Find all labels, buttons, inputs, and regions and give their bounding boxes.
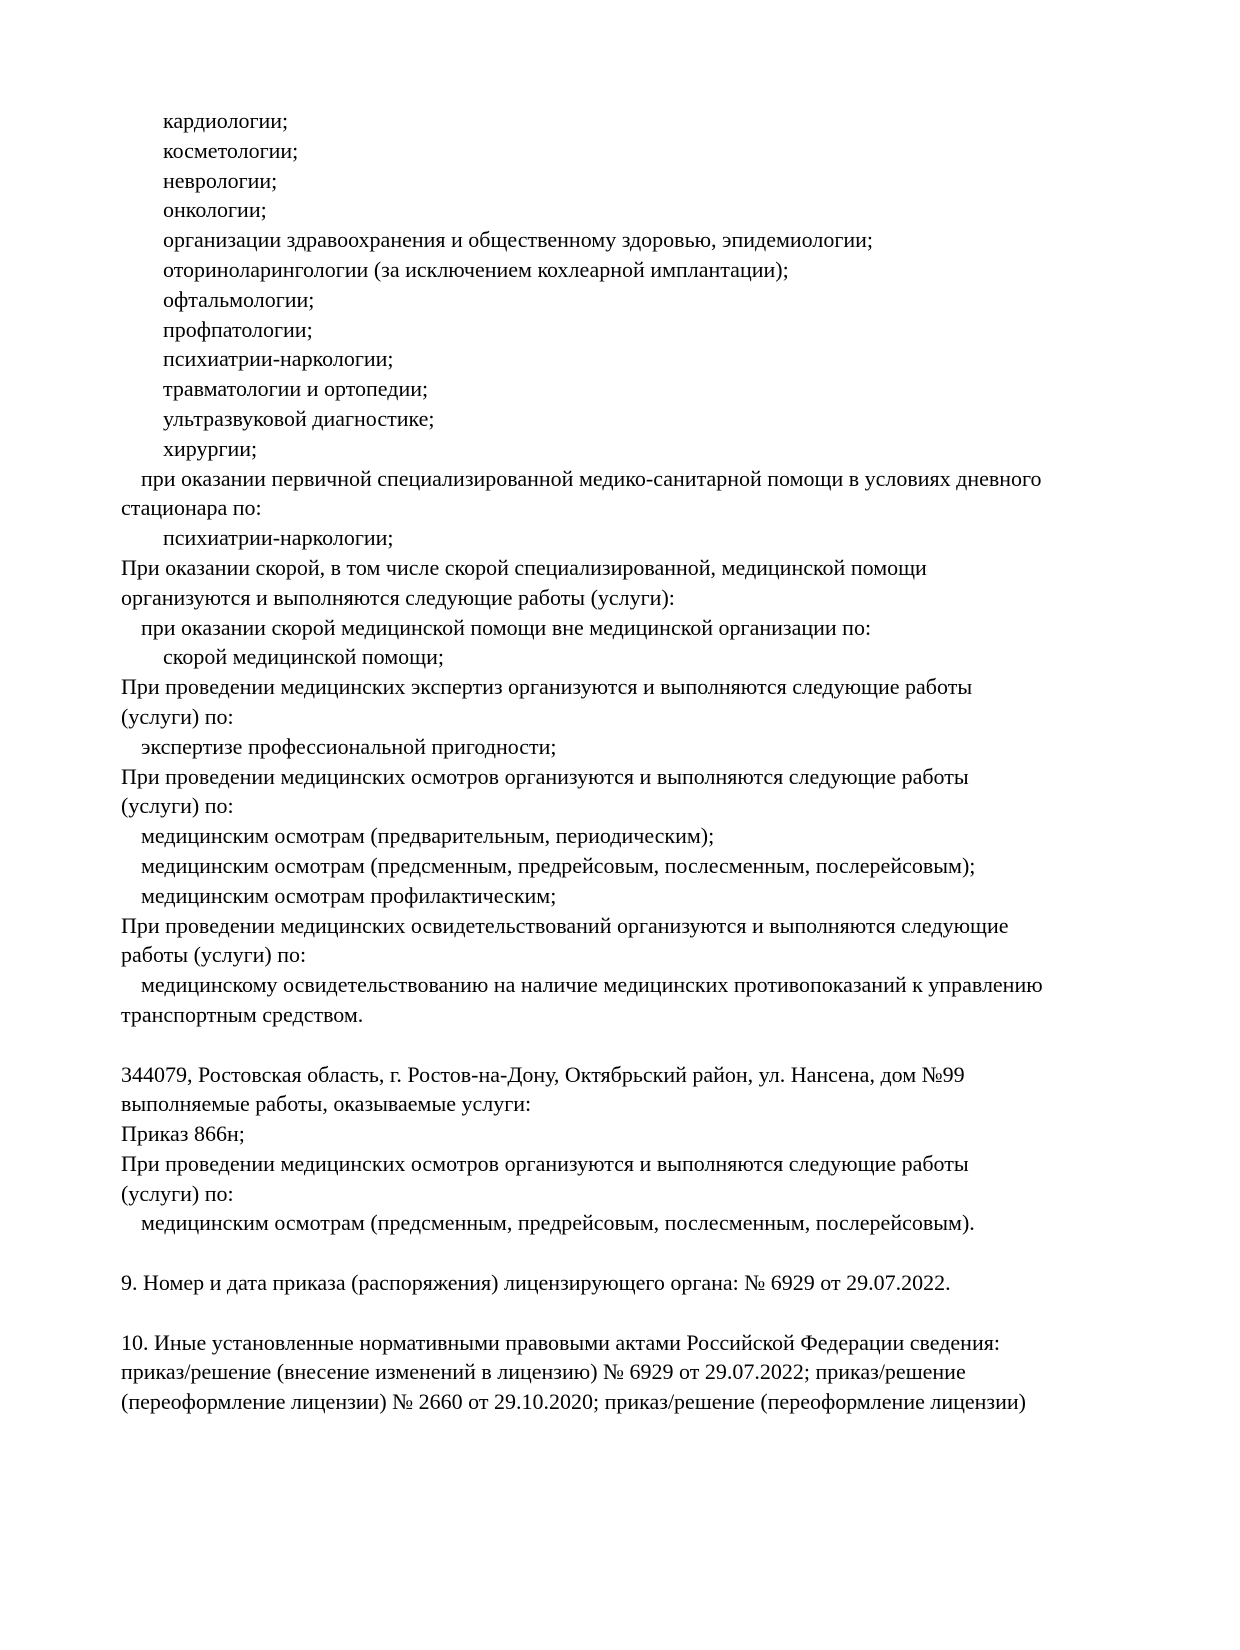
- text-line: транспортным средством.: [121, 1001, 364, 1027]
- text-line: оториноларингологии (за исключением кохлеарной имплантации);: [163, 256, 789, 282]
- text-line: хирургии;: [163, 435, 258, 461]
- text-line: (услуги) по:: [121, 1180, 234, 1206]
- text-line: профпатологии;: [163, 316, 313, 342]
- text-line: При проведении медицинских экспертиз организуются и выполняются следующие работы: [121, 674, 973, 700]
- text-line: медицинскому освидетельствованию на наличие медицинских противопоказаний к управлению: [141, 972, 1043, 998]
- text-line: При проведении медицинских осмотров организуются и выполняются следующие работы: [121, 763, 969, 789]
- text-line: ультразвуковой диагностике;: [163, 405, 435, 431]
- text-line: психиатрии-наркологии;: [163, 346, 394, 372]
- text-line: при оказании скорой медицинской помощи вне медицинской организации по:: [141, 614, 872, 640]
- text-line: скорой медицинской помощи;: [163, 644, 445, 670]
- text-line: Приказ 866н;: [121, 1121, 245, 1147]
- text-line: кардиологии;: [163, 108, 289, 133]
- text-line: При проведении медицинских осмотров организуются и выполняются следующие работы: [121, 1150, 969, 1176]
- text-line: экспертизе профессиональной пригодности;: [141, 733, 557, 759]
- text-line: 344079, Ростовская область, г. Ростов-на-Дону, Октябрьский район, ул. Нансена, дом №99: [121, 1061, 965, 1087]
- text-line: медицинским осмотрам (предсменным, предрейсовым, послесменным, послерейсовым);: [141, 852, 976, 878]
- text-line: стационара по:: [121, 495, 262, 521]
- text-line: косметологии;: [163, 137, 299, 163]
- text-line: выполняемые работы, оказываемые услуги:: [121, 1091, 532, 1117]
- text-line: онкологии;: [163, 197, 267, 223]
- text-line: психиатрии-наркологии;: [163, 525, 394, 551]
- text-line: работы (услуги) по:: [121, 942, 307, 968]
- text-line: травматологии и ортопедии;: [163, 376, 429, 402]
- text-line: приказ/решение (внесение изменений в лицензию) № 6929 от 29.07.2022; приказ/решение: [121, 1359, 966, 1385]
- blank-line: [121, 1298, 1180, 1328]
- text-line: медицинским осмотрам профилактическим;: [141, 882, 557, 908]
- text-line: (переоформление лицензии) № 2660 от 29.10.2020; приказ/решение (переоформление лицензии): [121, 1389, 1026, 1415]
- blank-line: [121, 1030, 1180, 1060]
- document-text-block: [121, 106, 1180, 1417]
- text-line: (услуги) по:: [121, 793, 234, 819]
- text-line: неврологии;: [163, 167, 278, 193]
- text-line: медицинским осмотрам (предсменным, предрейсовым, послесменным, послерейсовым).: [141, 1210, 975, 1236]
- text-line: (услуги) по:: [121, 703, 234, 729]
- text-line: организуются и выполняются следующие работы (услуги):: [121, 584, 675, 610]
- text-line: организации здравоохранения и общественному здоровью, эпидемиологии;: [163, 227, 874, 253]
- text-line: 10. Иные установленные нормативными правовыми актами Российской Федерации сведения:: [121, 1329, 1000, 1355]
- text-line: При оказании скорой, в том числе скорой специализированной, медицинской помощи: [121, 554, 927, 580]
- text-line: 9. Номер и дата приказа (распоряжения) лицензирующего органа: № 6929 от 29.07.2022.: [121, 1270, 951, 1296]
- blank-line: [121, 1238, 1180, 1268]
- text-line: медицинским осмотрам (предварительным, периодическим);: [141, 823, 715, 849]
- text-line: офтальмологии;: [163, 286, 315, 312]
- text-line: При проведении медицинских освидетельствований организуются и выполняются следующие: [121, 912, 1009, 938]
- text-line: при оказании первичной специализированной медико-санитарной помощи в условиях дневного: [141, 465, 1042, 491]
